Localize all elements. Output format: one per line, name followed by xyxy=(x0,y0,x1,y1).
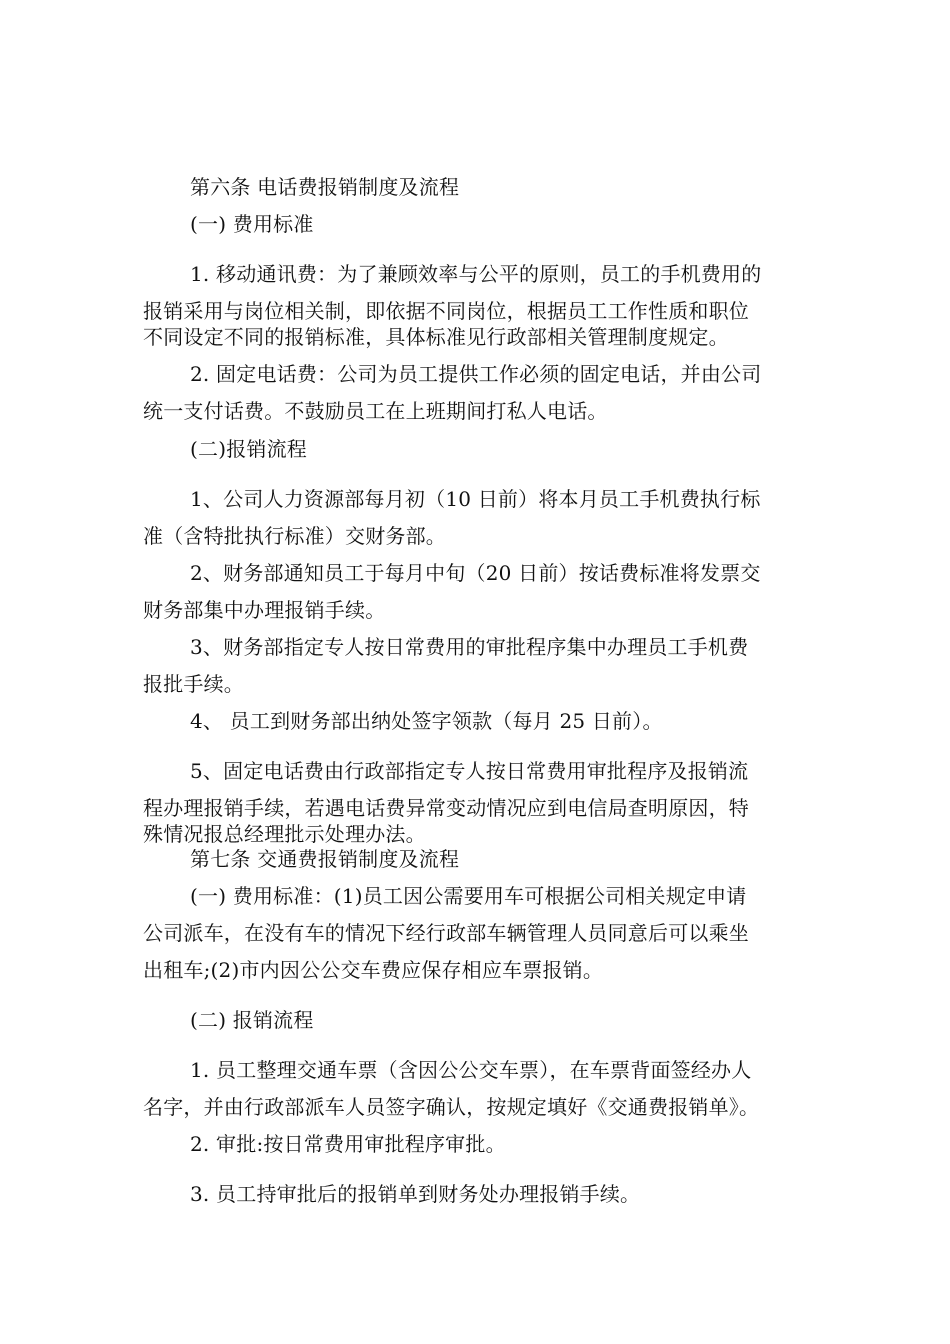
flow-step-4-line-1: 4、 员工到财务部出纳处签字领款（每月 25 日前）。 xyxy=(190,709,663,733)
transport-flow-3-line-1: 3. 员工持审批后的报销单到财务处办理报销手续。 xyxy=(190,1182,641,1206)
transport-flow-2-line-1: 2. 审批:按日常费用审批程序审批。 xyxy=(190,1132,506,1156)
mobile-fee-line-3: 不同设定不同的报销标准，具体标准见行政部相关管理制度规定。 xyxy=(143,325,729,349)
article-7-heading: 第七条 交通费报销制度及流程 xyxy=(190,847,460,871)
landline-fee-line-2: 统一支付话费。不鼓励员工在上班期间打私人电话。 xyxy=(143,399,608,423)
transport-standard-line-3: 出租车;(2)市内因公公交车费应保存相应车票报销。 xyxy=(143,958,604,982)
flow-step-1-line-2: 准（含特批执行标准）交财务部。 xyxy=(143,524,446,548)
article-6-heading: 第六条 电话费报销制度及流程 xyxy=(190,175,460,199)
flow-step-2-line-1: 2、财务部通知员工于每月中旬（20 日前）按话费标准将发票交 xyxy=(190,561,761,585)
transport-flow-1-line-1: 1. 员工整理交通车票（含因公公交车票），在车票背面签经办人 xyxy=(190,1058,752,1082)
mobile-fee-line-2: 报销采用与岗位相关制，即依据不同岗位，根据员工工作性质和职位 xyxy=(143,299,749,323)
transport-flow-title: (二) 报销流程 xyxy=(190,1008,314,1032)
flow-step-3-line-1: 3、财务部指定专人按日常费用的审批程序集中办理员工手机费 xyxy=(190,635,749,659)
landline-fee-line-1: 2. 固定电话费：公司为员工提供工作必须的固定电话，并由公司 xyxy=(190,362,762,386)
flow-step-2-line-2: 财务部集中办理报销手续。 xyxy=(143,598,386,622)
transport-standard-line-1: (一) 费用标准：(1)员工因公需要用车可根据公司相关规定申请 xyxy=(190,884,747,908)
section-reimbursement-flow-title: (二)报销流程 xyxy=(190,437,308,461)
mobile-fee-line-1: 1. 移动通讯费：为了兼顾效率与公平的原则，员工的手机费用的 xyxy=(190,262,762,286)
transport-flow-1-line-2: 名字，并由行政部派车人员签字确认，按规定填好《交通费报销单》。 xyxy=(143,1095,760,1119)
section-fee-standard-title: (一) 费用标准 xyxy=(190,212,314,236)
flow-step-1-line-1: 1、公司人力资源部每月初（10 日前）将本月员工手机费执行标 xyxy=(190,487,761,511)
flow-step-3-line-2: 报批手续。 xyxy=(143,672,244,696)
flow-step-5-line-3: 殊情况报总经理批示处理办法。 xyxy=(143,822,426,846)
flow-step-5-line-1: 5、固定电话费由行政部指定专人按日常费用审批程序及报销流 xyxy=(190,759,749,783)
flow-step-5-line-2: 程办理报销手续，若遇电话费异常变动情况应到电信局查明原因，特 xyxy=(143,796,749,820)
transport-standard-line-2: 公司派车，在没有车的情况下经行政部车辆管理人员同意后可以乘坐 xyxy=(143,921,749,945)
